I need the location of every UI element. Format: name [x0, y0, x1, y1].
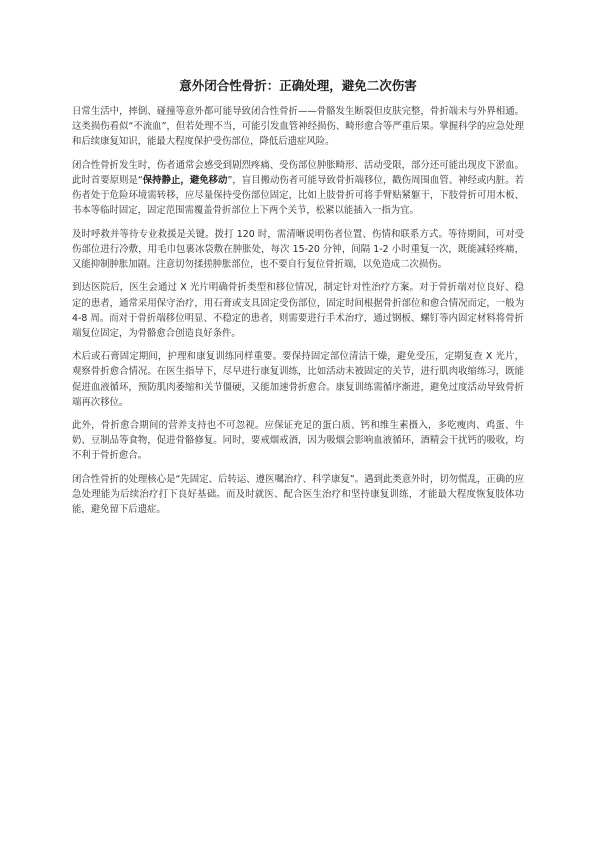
paragraph-hospital-treatment: 到达医院后，医生会通过 X 光片明确骨折类型和移位情况，制定针对性治疗方案。对于骨折端对位良好、稳定的患者，通常采用保守治疗，用石膏或支具固定受伤部位，固定时间根据骨折部位和愈合情况而定，一般为 4-8 周。而对于骨折端移位明显、不稳定的患者，则需要进行手术治疗，通过钢板、螺钉等内固定材料将骨折端复位固定，为骨骼愈合创造良好条件。 — [72, 282, 524, 339]
paragraph-first-aid-text-after: ”，盲目搬动伤者可能导致骨折端移位，戳伤周围血管、神经或内脏。若伤者处于危险环境需转移，应尽量保持受伤部位固定，比如上肢骨折可将手臂贴紧躯干，下肢骨折可用木板、书本等临时固定，固定范围需覆盖骨折部位上下两个关节，松紧以能插入一指为宜。 — [72, 174, 524, 217]
paragraph-conclusion: 闭合性骨折的处理核心是“先固定、后转运、遵医嘱治疗、科学康复”。遇到此类意外时，切勿慌乱，正确的应急处理能为后续治疗打下良好基础。而及时就医、配合医生治疗和坚持康复训练，才能最大程度恢复肢体功能，避免留下后遗症。 — [72, 473, 524, 516]
key-principle-bold: 保持静止，避免移动 — [142, 174, 228, 186]
paragraph-nutrition: 此外，骨折愈合期间的营养支持也不可忽视。应保证充足的蛋白质、钙和维生素摄入，多吃瘦肉、鸡蛋、牛奶、豆制品等食物，促进骨骼修复。同时，要戒烟戒酒，因为吸烟会影响血液循环，酒精会干扰钙的吸收，均不利于骨折愈合。 — [72, 420, 524, 462]
paragraph-intro: 日常生活中，摔倒、碰撞等意外都可能导致闭合性骨折——骨骼发生断裂但皮肤完整，骨折端未与外界相通。这类损伤看似“不流血”，但若处理不当，可能引发血管神经损伤、畸形愈合等严重后果。掌握科学的应急处理和后续康复知识，能最大程度保护受伤部位，降低后遗症风险。 — [72, 106, 524, 148]
paragraph-call-for-help: 及时呼救并等待专业救援是关键。拨打 120 时，需清晰说明伤者位置、伤情和联系方式。等待期间，可对受伤部位进行冷敷，用毛巾包裹冰袋敷在肿胀处，每次 15-20 分钟，间隔 1-2 小时重复一次，既能减轻疼痛，又能抑制肿胀加剧。注意切勿揉搓肿胀部位，也不要自行复位骨折端，以免造成二次损伤。 — [72, 228, 524, 270]
article — [72, 78, 524, 526]
article-title: 意外闭合性骨折：正确处理，避免二次伤害 — [179, 78, 417, 93]
paragraph-first-aid — [72, 158, 524, 218]
paragraph-first-aid-text-before: 闭合性骨折发生时，伤者通常会感受到剧烈疼痛、受伤部位肿胀畸形、活动受限，部分还可能出现皮下淤血。此时首要原则是“ — [72, 159, 524, 186]
paragraph-rehabilitation: 术后或石膏固定期间，护理和康复训练同样重要。要保持固定部位清洁干燥，避免受压，定期复查 X 光片，观察骨折愈合情况。在医生指导下，尽早进行康复训练，比如活动未被固定的关节，进行肌肉收缩练习，既能促进血液循环，预防肌肉萎缩和关节僵硬，又能加速骨折愈合。康复训练需循序渐进，避免过度活动导致骨折端再次移位。 — [72, 351, 524, 408]
